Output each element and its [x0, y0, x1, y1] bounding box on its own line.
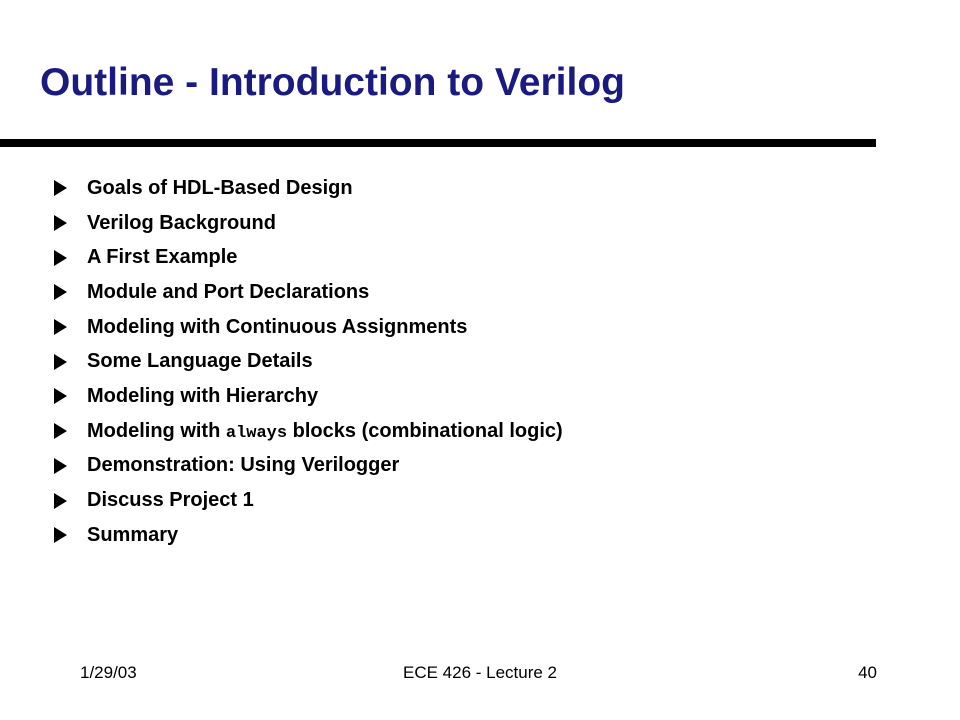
bullet-text: Modeling with Hierarchy [87, 384, 319, 407]
right-triangle-bullet-icon [54, 458, 67, 474]
list-item [54, 414, 563, 449]
bullet-text: A First Example [87, 246, 238, 269]
footer-course: ECE 426 - Lecture 2 [402, 663, 558, 682]
list-item [54, 171, 563, 206]
bullet-text: Verilog Background [87, 211, 276, 234]
code-keyword: always [225, 423, 288, 443]
bullet-list [54, 171, 563, 553]
list-item [54, 206, 563, 241]
right-triangle-bullet-icon [54, 215, 67, 231]
right-triangle-bullet-icon [54, 319, 67, 335]
right-triangle-bullet-icon [54, 423, 67, 439]
bullet-text: Some Language Details [87, 350, 313, 373]
list-item [54, 310, 563, 345]
bullet-text: Summary [87, 523, 179, 546]
list-item [54, 379, 563, 414]
slide-title: Outline - Introduction to Verilog [40, 61, 625, 104]
list-item [54, 483, 563, 518]
list-item [54, 275, 563, 310]
title-divider [0, 139, 876, 147]
list-item [54, 449, 563, 484]
footer-date: 1/29/03 [80, 663, 137, 682]
right-triangle-bullet-icon [54, 284, 67, 300]
bullet-text: Modeling with Continuous Assignments [87, 315, 468, 338]
bullet-text-after: blocks (combinational logic) [287, 419, 563, 442]
bullet-text: Discuss Project 1 [87, 489, 254, 512]
bullet-text-before: Modeling with [87, 419, 226, 442]
right-triangle-bullet-icon [54, 354, 67, 370]
list-item [54, 518, 563, 553]
right-triangle-bullet-icon [54, 527, 67, 543]
list-item [54, 240, 563, 275]
bullet-text: Goals of HDL-Based Design [87, 176, 353, 199]
right-triangle-bullet-icon [54, 388, 67, 404]
list-item [54, 344, 563, 379]
bullet-text [87, 420, 563, 443]
bullet-text: Module and Port Declarations [87, 280, 370, 303]
bullet-text: Demonstration: Using Verilogger [87, 454, 400, 477]
right-triangle-bullet-icon [54, 250, 67, 266]
right-triangle-bullet-icon [54, 493, 67, 509]
footer-page-number: 40 [858, 663, 877, 682]
right-triangle-bullet-icon [54, 180, 67, 196]
